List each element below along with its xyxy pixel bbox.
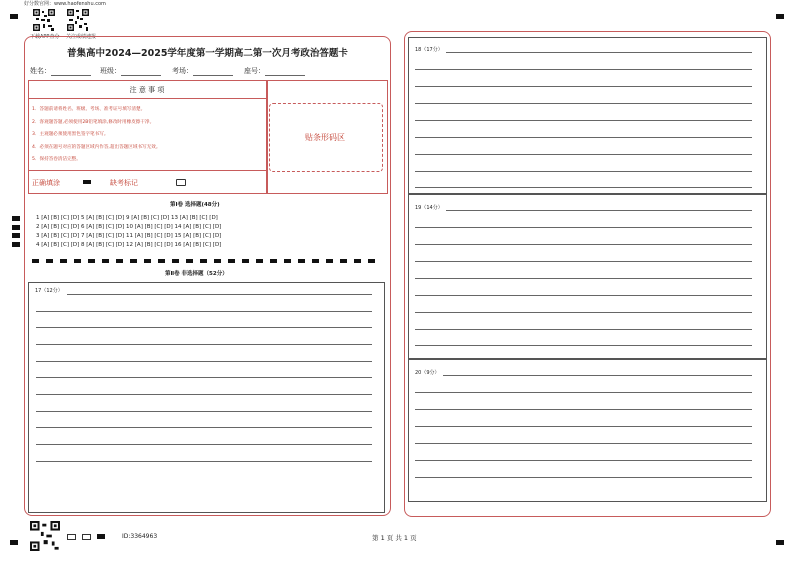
timing-dash <box>326 259 333 263</box>
note-item: 1．答题前请将姓名、班级、考场、准考证号填写清楚。 <box>32 107 146 112</box>
corner-mark <box>776 14 784 19</box>
notes-list <box>32 106 160 169</box>
corner-mark <box>10 540 18 545</box>
name-label: 姓名： <box>30 67 51 75</box>
correct-fill-label: 正确填涂 <box>32 179 60 187</box>
timing-dash <box>186 259 193 263</box>
timing-dash <box>32 259 39 263</box>
answer-line <box>415 409 752 410</box>
answer-box-17[interactable] <box>28 282 385 513</box>
answer-line <box>415 345 752 346</box>
section1-title: 第Ⅰ卷 选择题(48分) <box>170 202 220 208</box>
qr-right-caption: 关注成绩速报 <box>66 34 97 40</box>
qr-code-icon <box>67 9 89 31</box>
timing-dash <box>144 259 151 263</box>
question-label-20: 20（9分） <box>415 370 440 376</box>
site-text: 好分数官网：www.haofenshu.com <box>24 1 106 7</box>
room-label: 考场： <box>172 67 193 75</box>
timing-dash <box>60 259 67 263</box>
absent-mark-label: 缺考标记 <box>110 179 138 187</box>
answer-line <box>415 329 752 330</box>
timing-dash <box>74 259 81 263</box>
answer-line <box>36 377 372 378</box>
seat-field[interactable] <box>244 66 305 76</box>
timing-dash <box>102 259 109 263</box>
answer-line <box>415 312 752 313</box>
note-item: 2．客观题答题,必须使用2B铅笔填涂,修改时用橡皮擦干净。 <box>32 119 155 125</box>
note-item: 5．保持答卷清洁完整。 <box>32 157 81 162</box>
qr-code-icon <box>30 521 60 551</box>
absent-mark-checkbox[interactable] <box>176 179 186 186</box>
page-number: 第 1 页 共 1 页 <box>372 534 417 542</box>
timing-dash <box>340 259 347 263</box>
qr-code-icon <box>33 9 55 31</box>
page-title: 普集高中2024—2025学年度第一学期高二第一次月考政治答题卡 <box>67 48 348 59</box>
answer-line <box>415 477 752 478</box>
barcode-label: 贴条形码区 <box>305 133 345 142</box>
answer-line <box>443 375 752 376</box>
question-label-17: 17（12分） <box>35 288 63 294</box>
answer-line <box>36 327 372 328</box>
divider <box>28 170 266 171</box>
answer-line <box>415 278 752 279</box>
timing-dash <box>368 259 375 263</box>
choice-row[interactable]: 3 [A] [B] [C] [D] 7 [A] [B] [C] [D] 11 [A] [B] [C] [D] 15 [A] [B] [C] [D] <box>36 233 222 239</box>
footer-filled-icon <box>97 534 105 539</box>
answer-line <box>36 311 372 312</box>
answer-line <box>415 171 752 172</box>
timing-dash <box>270 259 277 263</box>
question-label-19: 19（14分） <box>415 205 443 211</box>
timing-dash <box>214 259 221 263</box>
answer-line <box>415 227 752 228</box>
room-field[interactable] <box>172 66 233 76</box>
qr-left-caption: 下载APP查分 <box>30 34 60 40</box>
timing-mark <box>12 242 20 247</box>
answer-line <box>415 460 752 461</box>
timing-dash <box>46 259 53 263</box>
timing-mark <box>12 233 20 238</box>
choice-row[interactable]: 4 [A] [B] [C] [D] 8 [A] [B] [C] [D] 12 [A] [B] [C] [D] 16 [A] [B] [C] [D] <box>36 242 222 248</box>
footer-box-icon <box>82 534 91 540</box>
notes-heading: 注 意 事 项 <box>129 86 165 94</box>
footer-box-icon <box>67 534 76 540</box>
answer-line <box>415 86 752 87</box>
timing-mark <box>12 225 20 230</box>
note-item: 4．必须在题号对应的答题区域内作答,超出答题区域书写无效。 <box>32 144 161 150</box>
timing-dash <box>228 259 235 263</box>
answer-line <box>415 443 752 444</box>
answer-line <box>36 461 372 462</box>
answer-line <box>36 361 372 362</box>
timing-mark <box>12 216 20 221</box>
answer-line <box>67 294 372 295</box>
timing-dash <box>130 259 137 263</box>
answer-line <box>415 120 752 121</box>
answer-line <box>446 210 752 211</box>
exam-id: ID:3364963 <box>122 533 158 540</box>
answer-line <box>415 392 752 393</box>
timing-dash <box>284 259 291 263</box>
choice-row[interactable]: 1 [A] [B] [C] [D] 5 [A] [B] [C] [D] 9 [A] [B] [C] [D] 13 [A] [B] [C] [D] <box>36 215 218 221</box>
name-field[interactable] <box>30 66 91 76</box>
answer-line <box>415 187 752 188</box>
seat-label: 座号： <box>244 67 265 75</box>
answer-line <box>415 244 752 245</box>
timing-dash <box>172 259 179 263</box>
answer-line <box>415 154 752 155</box>
answer-line <box>36 394 372 395</box>
answer-box-19[interactable] <box>408 193 767 360</box>
answer-box-20[interactable] <box>408 358 767 502</box>
timing-dash <box>158 259 165 263</box>
answer-line <box>415 261 752 262</box>
timing-dash <box>116 259 123 263</box>
corner-mark <box>10 14 18 19</box>
timing-dash <box>242 259 249 263</box>
timing-dash <box>200 259 207 263</box>
answer-line <box>415 426 752 427</box>
note-item: 3．主观题必须使用黑色签字笔书写。 <box>32 132 109 137</box>
answer-line <box>36 427 372 428</box>
timing-dash <box>88 259 95 263</box>
answer-line <box>415 295 752 296</box>
class-field[interactable] <box>100 66 161 76</box>
correct-fill-sample-icon <box>83 180 91 184</box>
question-label-18: 18（17分） <box>415 47 443 53</box>
answer-line <box>36 344 372 345</box>
answer-line <box>36 411 372 412</box>
class-label: 班级： <box>100 67 121 75</box>
answer-line <box>415 69 752 70</box>
answer-line <box>446 52 752 53</box>
timing-dash <box>256 259 263 263</box>
answer-line <box>36 444 372 445</box>
section2-title: 第Ⅱ卷 非选择题（52分） <box>165 271 228 277</box>
corner-mark <box>776 540 784 545</box>
answer-line <box>415 137 752 138</box>
timing-dash <box>354 259 361 263</box>
answer-line <box>415 103 752 104</box>
choice-row[interactable]: 2 [A] [B] [C] [D] 6 [A] [B] [C] [D] 10 [A] [B] [C] [D] 14 [A] [B] [C] [D] <box>36 224 222 230</box>
timing-dash <box>298 259 305 263</box>
divider <box>28 98 266 99</box>
timing-dash <box>312 259 319 263</box>
